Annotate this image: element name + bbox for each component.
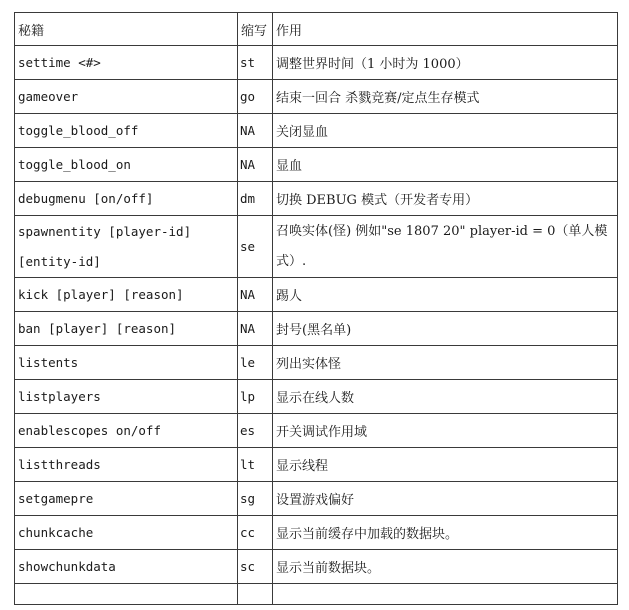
cheat-command-table	[14, 12, 618, 605]
effect-cell: 显血	[273, 148, 618, 182]
command-cell: listplayers	[15, 380, 238, 414]
command-cell: listents	[15, 346, 238, 380]
table-row	[15, 278, 618, 312]
abbreviation-cell: lt	[238, 448, 273, 482]
abbreviation-cell: cc	[238, 516, 273, 550]
table-row	[15, 80, 618, 114]
command-cell: showchunkdata	[15, 550, 238, 584]
command-cell: debugmenu [on/off]	[15, 182, 238, 216]
command-cell	[15, 584, 238, 605]
table-row	[15, 46, 618, 80]
abbreviation-cell: st	[238, 46, 273, 80]
abbreviation-cell: go	[238, 80, 273, 114]
abbreviation-cell: sc	[238, 550, 273, 584]
effect-cell: 显示线程	[273, 448, 618, 482]
command-cell: ban [player] [reason]	[15, 312, 238, 346]
effect-cell: 关闭显血	[273, 114, 618, 148]
command-cell: spawnentity [player-id] [entity-id]	[15, 216, 238, 278]
table-row	[15, 482, 618, 516]
table-header-row	[15, 13, 618, 46]
table-row	[15, 182, 618, 216]
table-row	[15, 148, 618, 182]
command-cell: setgamepre	[15, 482, 238, 516]
command-cell: settime <#>	[15, 46, 238, 80]
effect-cell: 结束一回合 杀戮竞赛/定点生存模式	[273, 80, 618, 114]
abbreviation-cell: le	[238, 346, 273, 380]
command-cell: listthreads	[15, 448, 238, 482]
table-row	[15, 380, 618, 414]
command-cell: toggle_blood_off	[15, 114, 238, 148]
effect-cell: 切换 DEBUG 模式（开发者专用）	[273, 182, 618, 216]
command-cell: enablescopes on/off	[15, 414, 238, 448]
table-row	[15, 312, 618, 346]
abbreviation-cell: lp	[238, 380, 273, 414]
table-row	[15, 414, 618, 448]
effect-cell: 列出实体怪	[273, 346, 618, 380]
table-row	[15, 448, 618, 482]
abbreviation-cell: NA	[238, 312, 273, 346]
effect-cell: 开关调试作用域	[273, 414, 618, 448]
effect-cell: 封号(黑名单)	[273, 312, 618, 346]
abbreviation-cell	[238, 584, 273, 605]
table-row	[15, 550, 618, 584]
effect-cell: 踢人	[273, 278, 618, 312]
header-abbreviation: 缩写	[238, 13, 273, 46]
effect-cell: 调整世界时间（1 小时为 1000）	[273, 46, 618, 80]
effect-cell	[273, 584, 618, 605]
table-row	[15, 516, 618, 550]
table-row	[15, 114, 618, 148]
abbreviation-cell: NA	[238, 148, 273, 182]
command-cell: kick [player] [reason]	[15, 278, 238, 312]
abbreviation-cell: sg	[238, 482, 273, 516]
command-cell: toggle_blood_on	[15, 148, 238, 182]
effect-cell: 显示在线人数	[273, 380, 618, 414]
effect-cell: 显示当前缓存中加载的数据块。	[273, 516, 618, 550]
abbreviation-cell: NA	[238, 278, 273, 312]
table-row	[15, 216, 618, 278]
table-row	[15, 584, 618, 605]
header-effect: 作用	[273, 13, 618, 46]
effect-cell: 设置游戏偏好	[273, 482, 618, 516]
command-cell: gameover	[15, 80, 238, 114]
abbreviation-cell: NA	[238, 114, 273, 148]
abbreviation-cell: dm	[238, 182, 273, 216]
command-cell: chunkcache	[15, 516, 238, 550]
abbreviation-cell: es	[238, 414, 273, 448]
abbreviation-cell: se	[238, 216, 273, 278]
header-command: 秘籍	[15, 13, 238, 46]
table-row	[15, 346, 618, 380]
effect-cell: 显示当前数据块。	[273, 550, 618, 584]
effect-cell: 召唤实体(怪) 例如"se 1807 20" player-id = 0（单人模式）.	[273, 216, 618, 278]
